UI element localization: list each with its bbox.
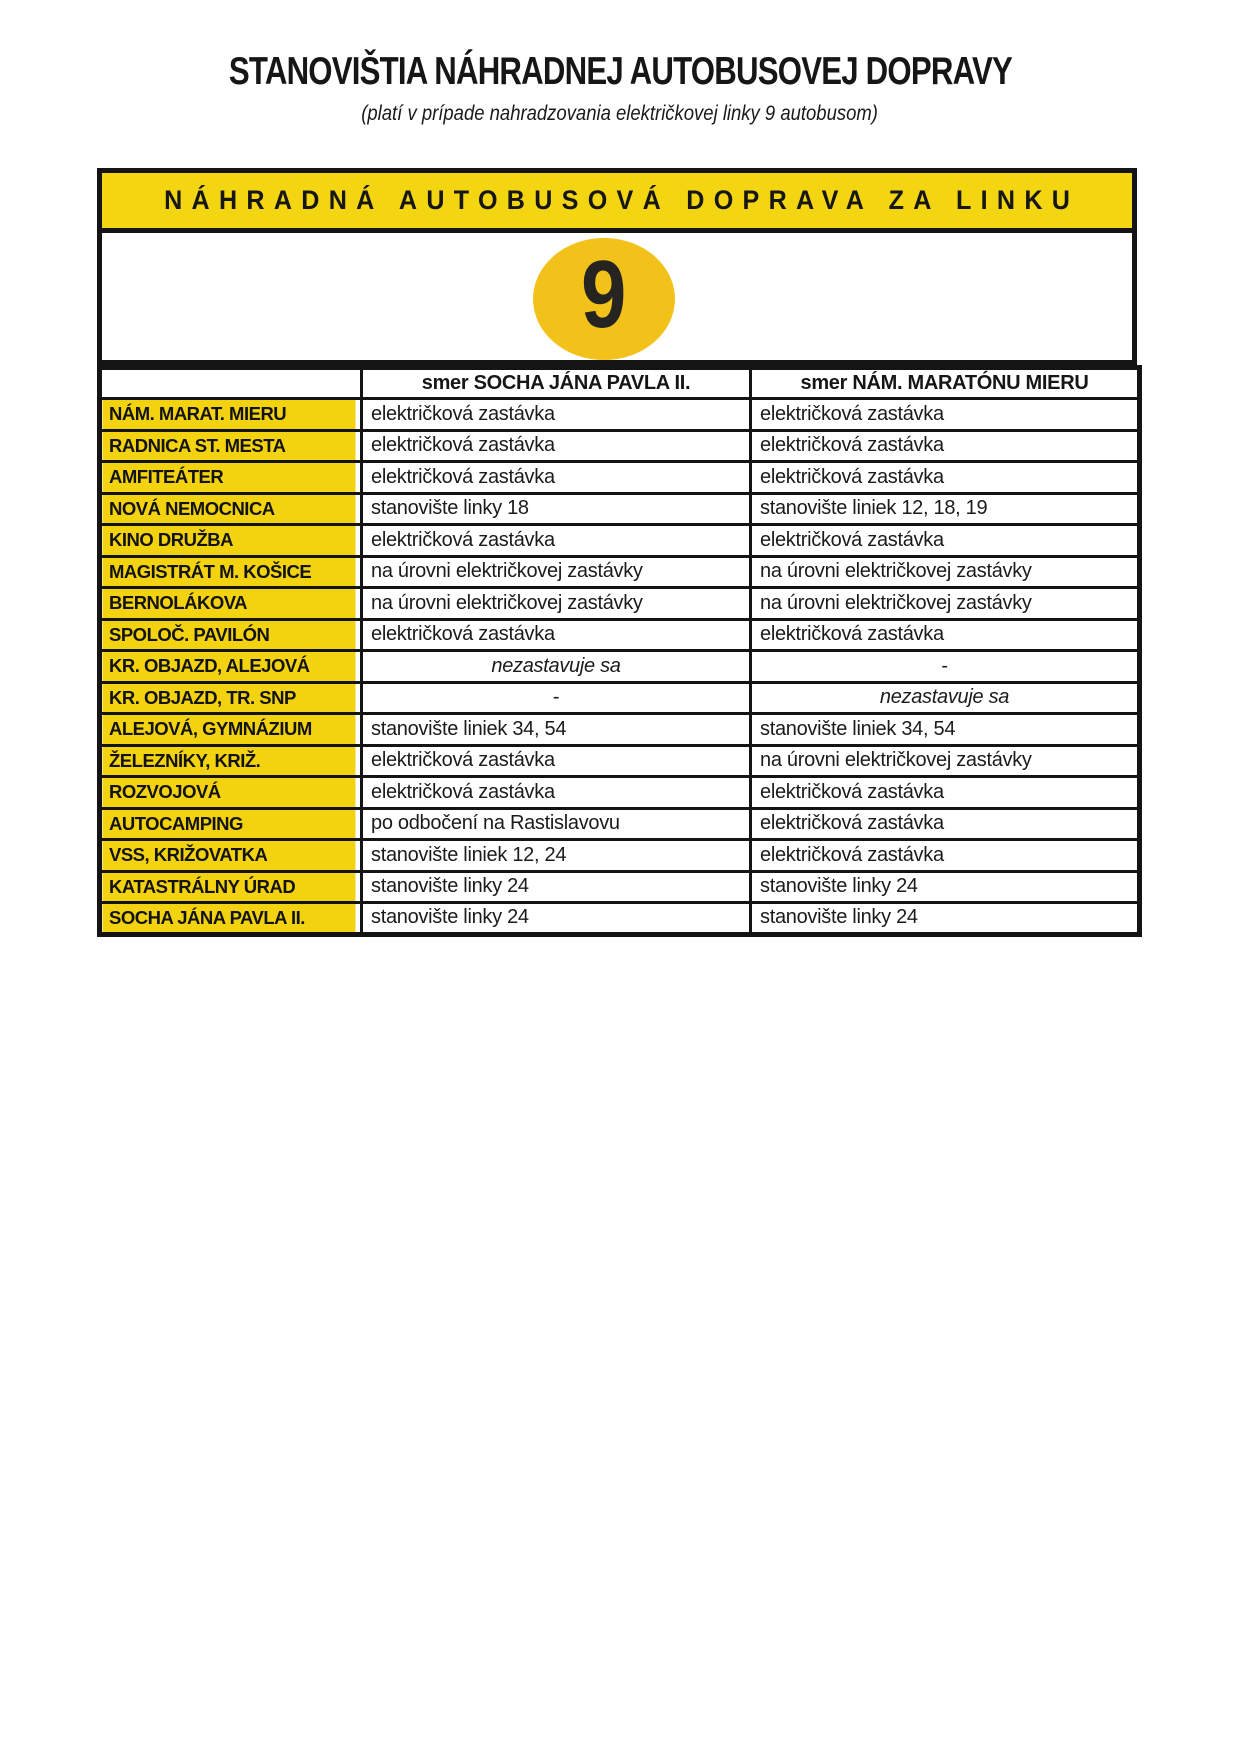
page-subtitle-row — [0, 102, 1240, 126]
direction1-cell: - — [362, 682, 751, 714]
line-number: 9 — [581, 241, 627, 348]
direction2-cell: električková zastávka — [751, 777, 1140, 809]
stop-name-cell: VSS, KRIŽOVATKA — [100, 840, 362, 872]
stop-name-cell: ROZVOJOVÁ — [100, 777, 362, 809]
direction1-cell: stanovište linky 24 — [362, 903, 751, 935]
table-row — [100, 840, 1140, 872]
table-row — [100, 871, 1140, 903]
page-subtitle: (platí v prípade nahradzovania električkovej linky 9 autobusom) — [361, 102, 879, 125]
direction2-cell: električková zastávka — [751, 840, 1140, 872]
direction1-cell: po odbočení na Rastislavovu — [362, 808, 751, 840]
direction1-header: smer SOCHA JÁNA PAVLA II. — [362, 368, 751, 399]
table-header-row — [100, 368, 1140, 399]
table-row — [100, 430, 1140, 462]
direction2-cell: - — [751, 651, 1140, 683]
stop-name-cell: KINO DRUŽBA — [100, 525, 362, 557]
stop-name-cell: ALEJOVÁ, GYMNÁZIUM — [100, 714, 362, 746]
direction1-cell: električková zastávka — [362, 619, 751, 651]
stop-name-cell: AUTOCAMPING — [100, 808, 362, 840]
replacement-stops-table — [97, 365, 1142, 937]
banner-heading-bar — [97, 168, 1137, 233]
table-row — [100, 556, 1140, 588]
direction2-cell: stanovište linky 24 — [751, 903, 1140, 935]
direction1-cell: nezastavuje sa — [362, 651, 751, 683]
direction2-cell: na úrovni električkovej zastávky — [751, 745, 1140, 777]
direction2-cell: električková zastávka — [751, 399, 1140, 431]
stops-header-cell — [100, 368, 362, 399]
stop-name-cell: NÁM. MARAT. MIERU — [100, 399, 362, 431]
stop-name-cell: KR. OBJAZD, ALEJOVÁ — [100, 651, 362, 683]
stop-name-cell: BERNOLÁKOVA — [100, 588, 362, 620]
line-badge-box — [97, 233, 1137, 365]
direction2-cell: nezastavuje sa — [751, 682, 1140, 714]
notice-body — [97, 168, 1137, 937]
table-row — [100, 462, 1140, 494]
table-row — [100, 525, 1140, 557]
page-title-row — [0, 50, 1240, 94]
banner-heading: NÁHRADNÁ AUTOBUSOVÁ DOPRAVA ZA LINKU — [164, 185, 1080, 215]
table-row — [100, 588, 1140, 620]
direction1-cell: stanovište liniek 12, 24 — [362, 840, 751, 872]
direction2-cell: na úrovni električkovej zastávky — [751, 588, 1140, 620]
direction1-cell: električková zastávka — [362, 462, 751, 494]
stop-name-cell: MAGISTRÁT M. KOŠICE — [100, 556, 362, 588]
stop-name-cell: SOCHA JÁNA PAVLA II. — [100, 903, 362, 935]
stop-name-cell: AMFITEÁTER — [100, 462, 362, 494]
direction1-cell: stanovište linky 24 — [362, 871, 751, 903]
direction2-cell: stanovište liniek 34, 54 — [751, 714, 1140, 746]
table-row — [100, 493, 1140, 525]
stop-name-cell: KATASTRÁLNY ÚRAD — [100, 871, 362, 903]
page-title: STANOVIŠTIA NÁHRADNEJ AUTOBUSOVEJ DOPRAVY — [228, 50, 1012, 93]
direction1-cell: električková zastávka — [362, 430, 751, 462]
direction2-cell: stanovište liniek 12, 18, 19 — [751, 493, 1140, 525]
direction1-cell: električková zastávka — [362, 525, 751, 557]
direction2-cell: električková zastávka — [751, 619, 1140, 651]
stop-name-cell: KR. OBJAZD, TR. SNP — [100, 682, 362, 714]
direction1-cell: stanovište liniek 34, 54 — [362, 714, 751, 746]
table-row — [100, 777, 1140, 809]
table-row — [100, 745, 1140, 777]
table-row — [100, 903, 1140, 935]
table-row — [100, 714, 1140, 746]
direction2-cell: električková zastávka — [751, 430, 1140, 462]
table-row — [100, 682, 1140, 714]
stop-name-cell: ŽELEZNÍKY, KRIŽ. — [100, 745, 362, 777]
direction1-cell: na úrovni električkovej zastávky — [362, 556, 751, 588]
direction1-cell: električková zastávka — [362, 399, 751, 431]
direction2-cell: električková zastávka — [751, 525, 1140, 557]
direction2-cell: na úrovni električkovej zastávky — [751, 556, 1140, 588]
stop-name-cell: RADNICA ST. MESTA — [100, 430, 362, 462]
table-row — [100, 399, 1140, 431]
direction2-cell: stanovište linky 24 — [751, 871, 1140, 903]
direction2-cell: električková zastávka — [751, 808, 1140, 840]
direction1-cell: stanovište linky 18 — [362, 493, 751, 525]
line-number-badge — [533, 238, 675, 360]
direction2-cell: električková zastávka — [751, 462, 1140, 494]
direction1-cell: električková zastávka — [362, 777, 751, 809]
direction2-header: smer NÁM. MARATÓNU MIERU — [751, 368, 1140, 399]
stop-name-cell: SPOLOČ. PAVILÓN — [100, 619, 362, 651]
stop-name-cell: NOVÁ NEMOCNICA — [100, 493, 362, 525]
table-row — [100, 808, 1140, 840]
direction1-cell: na úrovni električkovej zastávky — [362, 588, 751, 620]
table-row — [100, 619, 1140, 651]
direction1-cell: električková zastávka — [362, 745, 751, 777]
table-row — [100, 651, 1140, 683]
